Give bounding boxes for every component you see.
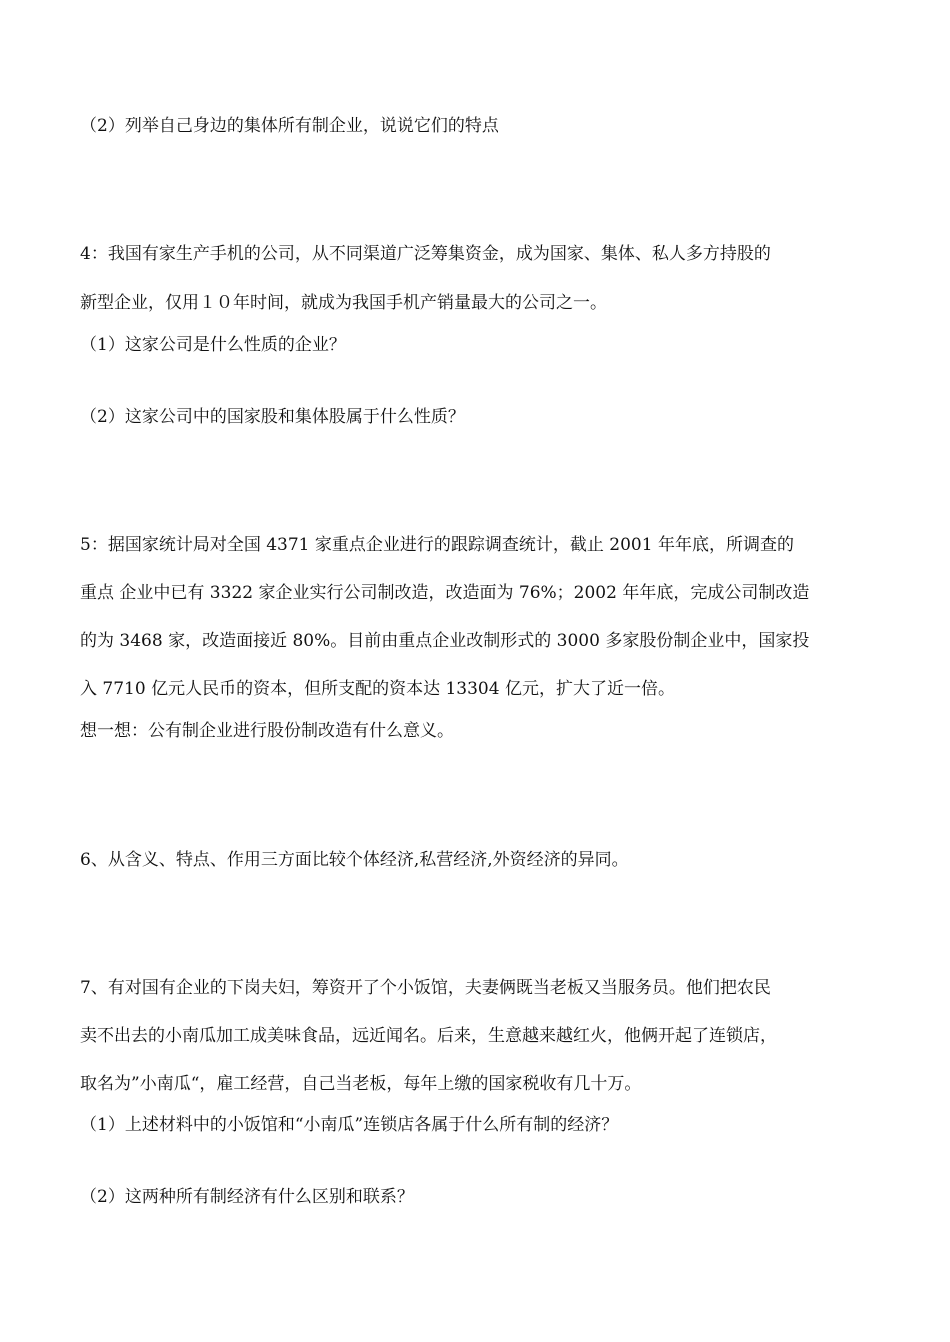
q3-subquestion-2: （2）列举自己身边的集体所有制企业，说说它们的特点 — [80, 116, 499, 136]
q7-subquestion-1: （1）上述材料中的小饭馆和“小南瓜”连锁店各属于什么所有制的经济？ — [80, 1115, 619, 1135]
q5-text-line-3: 的为 3468 家，改造面接近 80%。目前由重点企业改制形式的 3000 多家股份制企业中，国家投 — [80, 631, 810, 651]
q4-text-line-1: 4：我国有家生产手机的公司，从不同渠道广泛筹集资金，成为国家、集体、私人多方持股的 — [80, 244, 771, 264]
q5-text-line-2: 重点 企业中已有 3322 家企业实行公司制改造，改造面为 76%；2002 年年底，完成公司制改造 — [80, 583, 810, 603]
q7-text-line-3: 取名为”小南瓜“，雇工经营，自己当老板，每年上缴的国家税收有几十万。 — [80, 1074, 642, 1094]
q7-text-line-1: 7、有对国有企业的下岗夫妇，筹资开了个小饭馆，夫妻俩既当老板又当服务员。他们把农民 — [80, 978, 771, 998]
q4-subquestion-2: （2）这家公司中的国家股和集体股属于什么性质？ — [80, 407, 465, 427]
q7-subquestion-2: （2）这两种所有制经济有什么区别和联系？ — [80, 1187, 414, 1207]
q4-subquestion-1: （1）这家公司是什么性质的企业？ — [80, 335, 346, 355]
q4-text-line-2: 新型企业，仅用１０年时间，就成为我国手机产销量最大的公司之一。 — [80, 293, 607, 313]
q5-text-line-1: 5：据国家统计局对全国 4371 家重点企业进行的跟踪调查统计，截止 2001 年年底，所调查的 — [80, 535, 794, 555]
q5-text-line-4: 入 7710 亿元人民币的资本，但所支配的资本达 13304 亿元，扩大了近一倍。 — [80, 679, 675, 699]
q5-think-prompt: 想一想：公有制企业进行股份制改造有什么意义。 — [80, 721, 454, 741]
q7-text-line-2: 卖不出去的小南瓜加工成美味食品，远近闻名。后来，生意越来越红火，他俩开起了连锁店， — [80, 1026, 777, 1046]
q6-text-line-1: 6、从含义、特点、作用三方面比较个体经济,私营经济,外资经济的异同。 — [80, 850, 629, 870]
